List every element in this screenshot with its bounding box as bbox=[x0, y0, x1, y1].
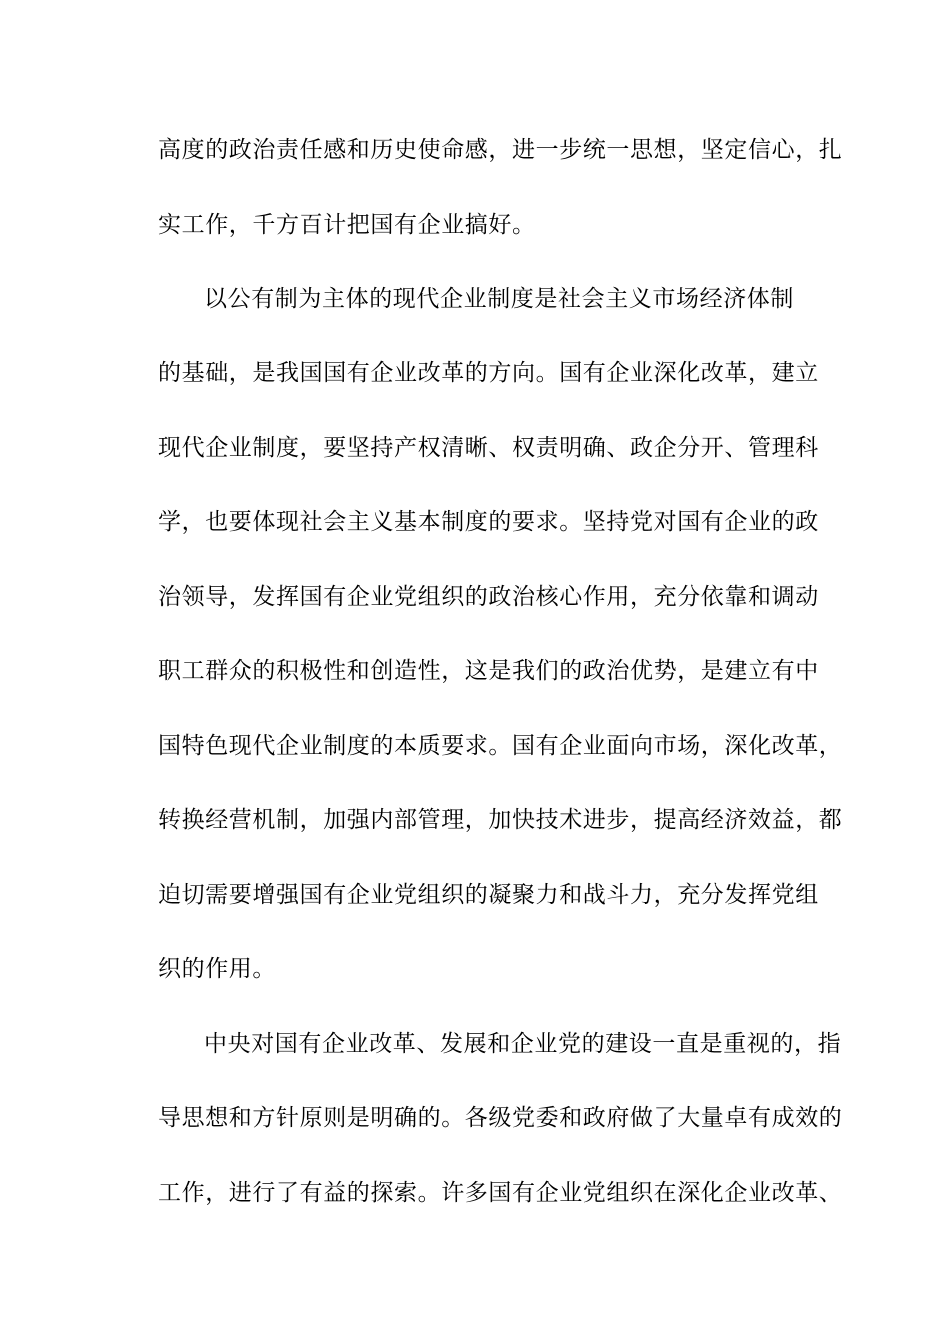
text-line: 国特色现代企业制度的本质要求。国有企业面向市场，深化改革， bbox=[158, 733, 843, 759]
text-line: 工作，进行了有益的探索。许多国有企业党组织在深化企业改革、 bbox=[158, 1180, 843, 1206]
text-line: 职工群众的积极性和创造性，这是我们的政治优势，是建立有中 bbox=[158, 658, 819, 684]
text-line: 的基础，是我国国有企业改革的方向。国有企业深化改革，建立 bbox=[158, 360, 819, 386]
text-line: 治领导，发挥国有企业党组织的政治核心作用，充分依靠和调动 bbox=[158, 584, 819, 610]
text-line: 转换经营机制，加强内部管理，加快技术进步，提高经济效益，都 bbox=[158, 807, 843, 833]
text-line: 高度的政治责任感和历史使命感，进一步统一思想，坚定信心，扎 bbox=[158, 137, 843, 163]
text-line: 织的作用。 bbox=[158, 956, 276, 982]
paragraph-start-line: 以公有制为主体的现代企业制度是社会主义市场经济体制 bbox=[204, 286, 794, 312]
text-line: 现代企业制度，要坚持产权清晰、权责明确、政企分开、管理科 bbox=[158, 435, 819, 461]
paragraph-start-line: 中央对国有企业改革、发展和企业党的建设一直是重视的，指 bbox=[204, 1031, 842, 1057]
text-line: 导思想和方针原则是明确的。各级党委和政府做了大量卓有成效的 bbox=[158, 1105, 843, 1131]
text-line: 实工作，千方百计把国有企业搞好。 bbox=[158, 212, 536, 238]
text-line: 学，也要体现社会主义基本制度的要求。坚持党对国有企业的政 bbox=[158, 509, 819, 535]
text-line: 迫切需要增强国有企业党组织的凝聚力和战斗力，充分发挥党组 bbox=[158, 882, 819, 908]
